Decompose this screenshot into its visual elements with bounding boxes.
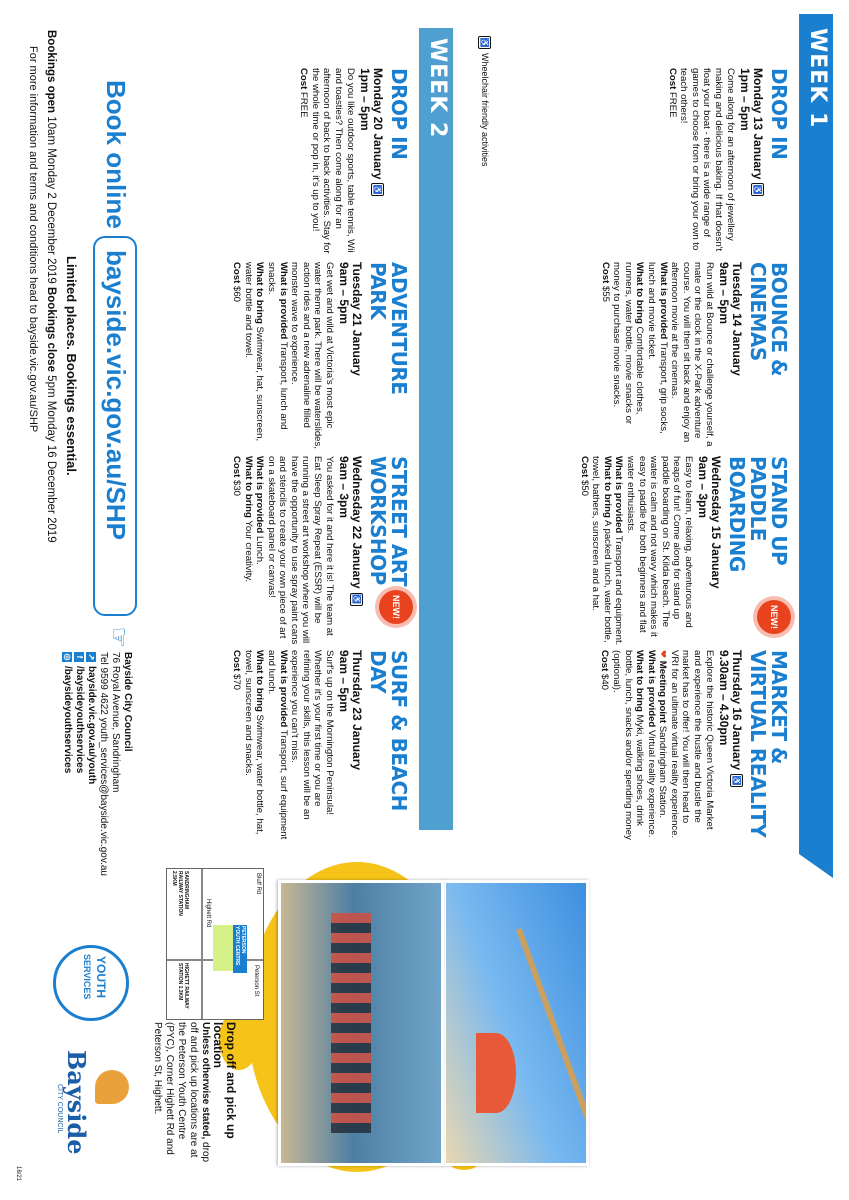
map-road <box>201 869 203 1019</box>
photo-detail <box>516 928 589 1118</box>
week1-label: WEEK 1 <box>805 28 830 129</box>
week2-event-drop-in <box>298 68 409 258</box>
pointing-hand-icon: ☞ <box>105 626 132 648</box>
provided-label: What is provided <box>613 456 625 534</box>
provided-value: Transport, lunch and snacks. <box>266 262 289 430</box>
provided-value: Lunch. <box>254 535 266 565</box>
week1-band <box>799 14 833 854</box>
event-date: Monday 20 January <box>371 68 385 180</box>
youth-services-logo <box>53 945 129 1021</box>
bring-label: What to bring <box>254 262 266 324</box>
provided-label: What is provided <box>645 650 657 728</box>
wheelchair-icon: ♿ <box>731 775 741 786</box>
cost-label: Cost <box>599 650 611 672</box>
org-address: 76 Royal Avenue, Sandringham <box>110 652 121 793</box>
provided-label: What is provided <box>254 456 266 534</box>
event-date: Monday 13 January <box>751 68 765 180</box>
week1-event-market <box>599 650 789 840</box>
week1-band-tip <box>799 854 833 878</box>
bookings-close-label: Bookings close <box>45 286 57 372</box>
web-icon: ↗ <box>87 653 96 661</box>
provided-value: Transport, grip socks, lunch and movie ticket. <box>646 262 669 434</box>
wheelchair-icon: ♿ <box>351 594 361 604</box>
event-title: STAND UP PADDLE BOARDING <box>725 456 791 572</box>
event-title: SURF & BEACH DAY <box>366 650 411 811</box>
footer-code: 18/21 <box>15 1166 21 1182</box>
week2-event-adventure-park <box>231 262 409 452</box>
event-title: DROP IN <box>767 68 791 160</box>
event-description: Come along for an afternoon of jewellery making and delicious baking. If that doesn't float your boat - there is a wide range of games to choose from or bring your own to teach others! <box>678 68 736 252</box>
cost-label: Cost <box>230 456 242 478</box>
provided-value: Transport and equipment. <box>613 535 625 646</box>
bring-label: What to bring <box>634 262 646 324</box>
cost-label: Cost <box>298 68 310 90</box>
provided-value: Transport, surf equipment and lunch. <box>266 650 289 840</box>
dropoff-heading: Drop off and pick up location <box>211 1022 238 1139</box>
swing-ride-photo <box>443 880 589 1166</box>
org-phone-email: Tel 9599 4622 youth_services@bayside.vic.gov.au <box>98 652 109 876</box>
photo-detail <box>331 913 371 1133</box>
meeting-value: Sandringham Station. <box>657 725 669 819</box>
wheelchair-note <box>478 36 491 167</box>
event-time: 9.30am – 4.30pm <box>716 650 731 746</box>
facebook-icon: f <box>74 652 84 662</box>
youth-web-link[interactable]: bayside.vic.gov.au/youth <box>86 666 97 785</box>
booking-url-box[interactable] <box>93 236 137 648</box>
dropoff-block <box>151 1022 237 1172</box>
new-badge: NEW! <box>757 600 791 634</box>
event-date: Tuesday 14 January <box>730 262 744 376</box>
cost-value: FREE <box>298 92 310 118</box>
event-date: Thursday 16 January <box>730 650 744 771</box>
cost-value: $60 <box>231 286 243 303</box>
event-description: Surf's up on the Mornington Peninsula! Whether it's your first time or you are refining your skills, this lesson will be an experience you can't miss. <box>289 650 335 820</box>
wheelchair-icon: ♿ <box>752 184 762 195</box>
event-description: Do you like outdoor sports, table tennis, Wii and toasties? Then come along for an afternoon of back to back activities. Stay for the whole time or pop in, it's up to you! <box>309 68 356 254</box>
event-time: 9am – 3pm <box>336 456 351 519</box>
bayside-logo <box>49 1040 129 1170</box>
location-map <box>166 868 264 1020</box>
cost-value: $50 <box>578 480 590 497</box>
facebook-link[interactable]: /baysideyouthservices <box>74 666 85 774</box>
bring-value: Comfortable clothes, runners, water bottle, movie snacks or money to purchase movie snacks. <box>611 262 646 425</box>
event-date: Thursday 23 January <box>350 650 364 771</box>
event-time: 9am – 5pm <box>337 262 351 325</box>
cost-value: $40 <box>599 674 611 691</box>
week2-band <box>419 28 453 830</box>
event-title: MARKET & VIRTUAL REALITY <box>746 650 791 838</box>
dropoff-emphasis: Unless otherwise stated, <box>200 1022 211 1140</box>
cost-label: Cost <box>578 456 590 478</box>
bring-value: Your creativity. <box>242 520 254 583</box>
cost-label: Cost <box>231 650 243 672</box>
location-pin-icon: ❤ <box>657 650 669 659</box>
event-time: 9am – 3pm <box>696 456 710 519</box>
bring-label: What to bring <box>254 650 266 712</box>
wheelchair-icon: ♿ <box>372 184 382 195</box>
booking-dates <box>45 30 57 543</box>
provided-label: What is provided <box>657 262 669 340</box>
week1-event-bounce <box>599 262 789 452</box>
week2-label: WEEK 2 <box>425 38 450 139</box>
event-time: 1pm – 5pm <box>357 68 372 131</box>
logo-text: YOUTH <box>94 956 108 998</box>
event-time: 1pm – 5pm <box>737 68 752 131</box>
org-name: Bayside City Council <box>122 652 133 752</box>
limited-places: Limited places. Bookings essential. <box>64 256 79 476</box>
bring-value: Swimwear, hat, sunscreen, water bottle and towel. <box>242 262 266 442</box>
logo-text: Bayside <box>62 1050 91 1155</box>
bring-label: What to bring <box>601 456 613 518</box>
event-title: STREET ART WORKSHOP <box>366 456 411 586</box>
bring-value: Swimwear, water bottle, hat, towel, sunscreen and snacks. <box>242 650 266 835</box>
map-station-sandringham: SANDRINGHAM RAILWAY STATION 2.5KM <box>171 871 189 916</box>
bring-value: A packed lunch, water bottle, towel, bathers, sunscreen and a hat. <box>590 456 613 643</box>
cost-label: Cost <box>599 262 611 284</box>
provided-label: What is provided <box>277 262 289 340</box>
event-title: ADVENTURE PARK <box>366 262 411 395</box>
event-description: Explore the historic Queen Victoria Market and experience the hustle and bustle the market has to offer! You will then head to VRI for an ultimate virtual reality experience. <box>668 650 715 839</box>
cost-value: $30 <box>230 480 242 497</box>
photo-detail <box>476 1033 516 1113</box>
map-street-peterson: Peterson St <box>253 965 259 997</box>
event-date: Tuesday 21 January <box>350 262 364 376</box>
provided-label: What is provided <box>277 650 289 728</box>
event-title: DROP IN <box>387 68 411 160</box>
new-badge: NEW! <box>379 590 413 624</box>
week2-event-surf <box>231 650 409 840</box>
bookings-open-label: Bookings open <box>45 30 57 114</box>
event-description: You asked for it and here it is! The team at Eat Sleep Spray Repeat (ESSR) will be running a street art workshop where you will have the opportunity to use spray paint cans and stencils to create your own piece of art on a skateboard panel or canvas! <box>265 456 335 645</box>
bring-label: What to bring <box>634 650 646 712</box>
bookings-close-value: 5pm Monday 16 December 2019 <box>45 375 57 543</box>
meeting-label: Meeting point <box>657 660 669 724</box>
cost-value: FREE <box>666 92 678 118</box>
event-description: Get wet and wild at Victoria's most epic water theme park. There will be waterslides, action rides and a new adrenaline filled monster wave to experience. <box>289 262 335 449</box>
event-date: Wednesday 15 January <box>709 456 723 589</box>
map-centre-label: PETERSON YOUTH CENTRE <box>233 925 247 973</box>
shell-icon <box>95 1070 129 1104</box>
event-date: Wednesday 22 January <box>350 456 364 589</box>
bookings-open-value: 10am Monday 2 December 2019 <box>45 116 57 284</box>
event-title: BOUNCE & CINEMAS <box>746 262 791 376</box>
cost-label: Cost <box>666 68 678 90</box>
event-description: Run wild at Bounce or challenge yourself, a mate or the clock in the X-Park adventure course. You will then sit back and enjoy an afternoon movie at the cinemas. <box>669 262 715 447</box>
cost-label: Cost <box>231 262 243 284</box>
wheelchair-icon: ♿ <box>480 37 489 48</box>
event-time: 9am – 5pm <box>337 650 351 713</box>
event-time: 9am – 5pm <box>717 262 731 325</box>
instagram-icon: ◎ <box>63 653 72 661</box>
booking-info: For more information and terms and conditions head to bayside.vic.gov.au/SHP <box>27 46 39 433</box>
map-street-highett: Highett Rd <box>205 899 211 928</box>
logo-text: SERVICES <box>82 954 92 1000</box>
instagram-link[interactable]: /baysideyouthservices <box>62 666 73 774</box>
bring-label: What to bring <box>242 456 254 518</box>
map-street-bluff: Bluff Rd <box>255 873 261 895</box>
map-station-highett: HIGHETT RAILWAY STATION 1.3KM <box>177 963 189 1009</box>
provided-value: Virtual reality experience. <box>645 729 657 838</box>
book-online-label: Book online <box>101 80 131 229</box>
week1-event-drop-in <box>666 68 789 258</box>
surf-group-photo <box>278 880 444 1166</box>
dropoff-text: drop off and pick up locations are at the Peterson Youth Centre (PYC), Corner Highett Rd and Peterson St, Highett. <box>152 1022 211 1163</box>
logo-text: CITY COUNCIL <box>56 1084 63 1134</box>
wheelchair-note-text: Wheelchair friendly activities <box>480 53 491 167</box>
event-description: Easy to learn, relaxing, adventurous and heaps of fun! Come along for stand up paddle boarding on St. Kilda beach. The water is calm and not wavy which makes it easy to paddle for both beginners and flat water enthusiasts. <box>625 456 694 637</box>
booking-url-link[interactable]: bayside.vic.gov.au/SHP <box>101 250 131 540</box>
bring-value: Myki, walking shoes, drink bottle, lunch, snacks and/or spending money (optional). <box>610 650 646 840</box>
cost-value: $55 <box>599 286 611 303</box>
cost-value: $70 <box>231 674 243 691</box>
contact-block <box>61 652 133 876</box>
